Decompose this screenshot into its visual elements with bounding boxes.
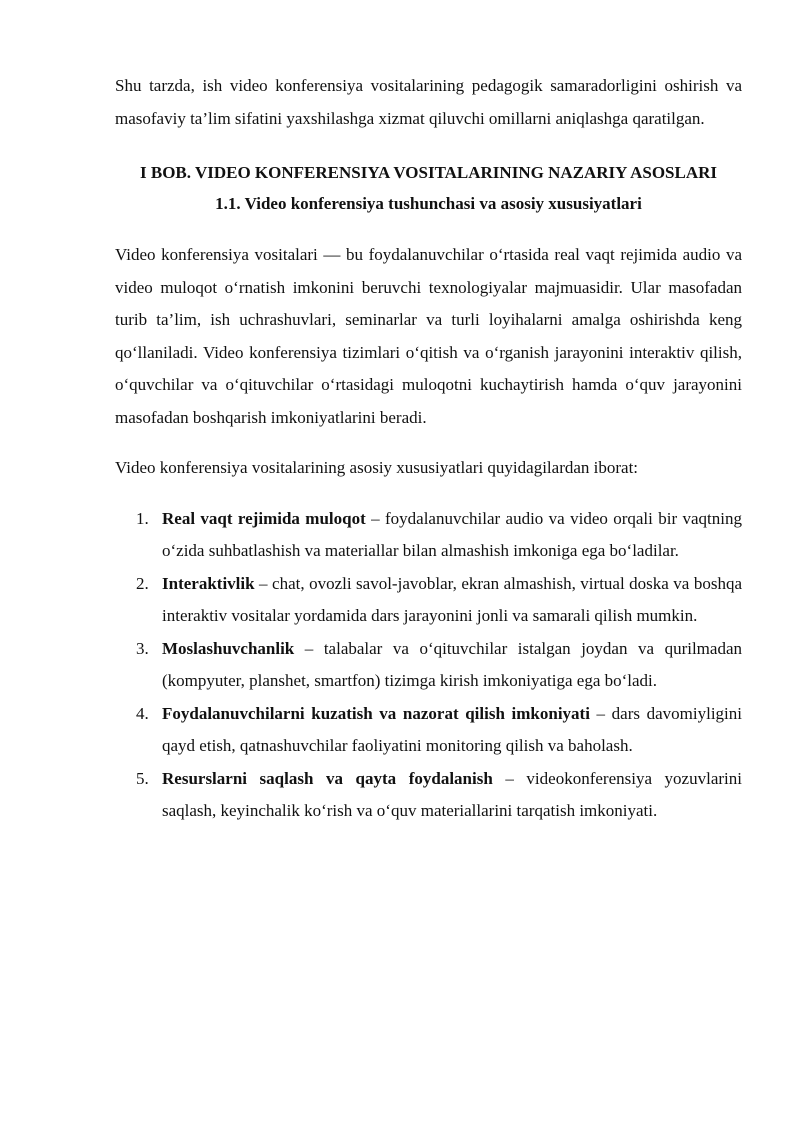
feature-description: – foydalanuvchilar audio va video orqali bir vaqtning o‘zida suhbatlashish va materiallar bilan almashish imkoniga ega bo‘ladilar. — [162, 508, 743, 560]
document-page — [115, 70, 742, 828]
feature-number: 5. — [136, 768, 149, 788]
feature-item — [115, 698, 742, 763]
intro-paragraph: Shu tarzda, ish video konferensiya vositalarining pedagogik samaradorligini oshirish va masofaviy ta’lim sifatini yaxshilashga xizmat qiluvchi omillarni aniqlashga qaratilgan. — [115, 76, 742, 128]
feature-term: Interaktivlik — [162, 573, 255, 593]
feature-number: 3. — [136, 638, 149, 658]
features-lead-paragraph: Video konferensiya vositalarining asosiy xususiyatlari quyidagilardan iborat: — [115, 458, 639, 477]
feature-number: 4. — [136, 703, 149, 723]
feature-item — [115, 763, 742, 828]
feature-term: Resurslarni saqlash va qayta foydalanish — [162, 768, 493, 788]
feature-description: – videokonferensiya yozuvlarini saqlash, keyinchalik ko‘rish va o‘quv materiallarini tarqatish imkoniyati. — [162, 768, 742, 820]
feature-item — [115, 568, 742, 633]
feature-description: – dars davomiyligini qayd etish, qatnashuvchilar faoliyatini monitoring qilish va baholash. — [162, 703, 742, 755]
definition-paragraph: Video konferensiya vositalari — bu foydalanuvchilar o‘rtasida real vaqt rejimida audio va video muloqot o‘rnatish imkonini beruvchi texnologiyalar majmuasidir. Ular masofadan turib ta’lim, ish uchrashuvlari, seminarlar va turli loyihalarni amalga oshirishda keng qo‘llaniladi. Video konferensiya tizimlari o‘qitish va o‘rganish jarayonini interaktiv qilish, o‘quvchilar va o‘qituvchilar o‘rtasidagi muloqotni kuchaytirish hamda o‘quv jarayonini masofadan boshqarish imkoniyatlarini beradi. — [115, 245, 742, 427]
feature-number: 2. — [136, 573, 149, 593]
chapter-title: I BOB. VIDEO KONFERENSIYA VOSITALARINING NAZARIY ASOSLARI — [139, 163, 718, 182]
feature-description: – chat, ovozli savol-javoblar, ekran almashish, virtual doska va boshqa interaktiv vositalar yordamida dars jarayonini jonli va samarali qilish mumkin. — [162, 573, 742, 625]
feature-term: Moslashuvchanlik — [162, 638, 295, 658]
feature-description: – talabalar va o‘qituvchilar istalgan joydan va qurilmadan (kompyuter, planshet, smartfon) tizimga kirish imkoniyatiga ega bo‘ladi. — [162, 638, 742, 690]
feature-number: 1. — [136, 508, 149, 528]
feature-item — [115, 633, 742, 698]
feature-item — [115, 503, 742, 568]
features-list — [115, 503, 742, 828]
section-title: 1.1. Video konferensiya tushunchasi va asosiy xususiyatlari — [215, 194, 642, 213]
feature-term: Foydalanuvchilarni kuzatish va nazorat qilish imkoniyati — [162, 703, 590, 723]
feature-term: Real vaqt rejimida muloqot — [162, 508, 366, 528]
